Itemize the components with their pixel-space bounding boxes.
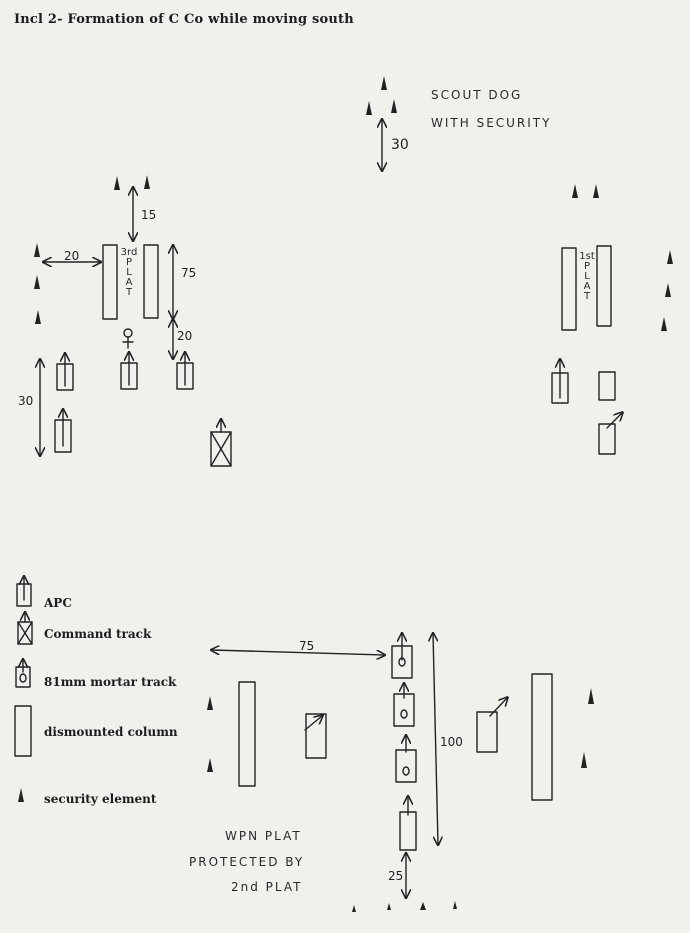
security-element (391, 99, 397, 113)
apc-symbol (599, 372, 615, 400)
apc-symbol (121, 353, 137, 389)
dismounted-column (239, 682, 255, 786)
apc-symbol (552, 360, 568, 403)
security-element (453, 901, 457, 909)
security-element (381, 76, 387, 90)
legend-security-element-icon (18, 788, 24, 802)
legend-dismounted-column-icon (15, 706, 31, 756)
security-element (207, 758, 213, 772)
third-platoon-label-2: P (125, 257, 133, 268)
scout-security-label: WITH SECURITY (431, 116, 552, 130)
apc-symbol (57, 354, 73, 390)
third-platoon-label-1: 3rd (120, 247, 138, 258)
dismounted-column (103, 245, 117, 319)
security-element (144, 175, 150, 189)
page-title: Incl 2- Formation of C Co while moving south (14, 12, 354, 27)
security-element (588, 688, 594, 704)
distance-apc-spacing: 30 (18, 394, 34, 408)
security-element (572, 184, 578, 198)
distance-company-width: 75 (299, 639, 315, 653)
security-element (34, 275, 40, 289)
dismounted-column (144, 245, 158, 318)
apc-symbol (477, 698, 507, 752)
dismounted-column (532, 674, 552, 800)
security-element (352, 905, 356, 912)
distance-third-plat-front: 15 (141, 208, 157, 222)
command-track-symbol (211, 420, 231, 466)
apc-symbol (599, 413, 622, 454)
apc-symbol (400, 797, 416, 850)
distance-third-plat-length: 75 (181, 266, 197, 280)
mortar-track-symbol (392, 634, 412, 678)
security-element (420, 902, 426, 910)
security-element (35, 310, 41, 324)
security-element (665, 283, 671, 297)
first-platoon-label-2: P (583, 261, 591, 272)
third-platoon-label-4: A (125, 277, 133, 288)
weapons-note-line2: PROTECTED BY (189, 855, 305, 869)
platoon-leader-symbol (123, 329, 133, 348)
security-element (366, 101, 372, 115)
legend-mortar-track-label: 81mm mortar track (44, 675, 177, 689)
first-platoon-label-1: 1st (579, 251, 595, 262)
first-platoon-label-4: A (583, 281, 591, 292)
legend-apc-label: APC (44, 596, 72, 610)
distance-scout-gap: 30 (391, 137, 409, 153)
legend-command-track-icon (18, 613, 32, 644)
weapons-note-line1: WPN PLAT (225, 829, 302, 843)
distance-third-plat-rear: 20 (177, 329, 193, 343)
distance-arrow-weapons-column (433, 634, 438, 844)
legend-mortar-track-icon (16, 660, 30, 687)
third-platoon-label-3: L (126, 267, 132, 278)
legend-command-track-label: Command track (44, 627, 152, 641)
security-element (114, 176, 120, 190)
security-element (667, 250, 673, 264)
security-element (387, 903, 391, 910)
apc-symbol (55, 410, 71, 452)
apc-symbol (305, 714, 326, 758)
first-platoon-label-3: L (584, 271, 590, 282)
distance-third-plat-flank: 20 (64, 249, 80, 263)
dismounted-column (562, 248, 576, 330)
distance-arrow-company-width (212, 650, 384, 655)
security-element (34, 243, 40, 257)
mortar-track-symbol (396, 736, 416, 782)
distance-rear-security: 25 (388, 869, 404, 883)
security-element (207, 696, 213, 710)
dismounted-column (597, 246, 611, 326)
mortar-track-symbol (394, 684, 414, 726)
third-platoon-label-5: T (125, 287, 133, 298)
first-platoon-label-5: T (583, 291, 591, 302)
security-element (581, 752, 587, 768)
scout-dog-label: SCOUT DOG (431, 88, 523, 102)
distance-weapons-column: 100 (440, 735, 463, 749)
legend-dismounted-column-label: dismounted column (44, 725, 178, 739)
apc-symbol (177, 353, 193, 389)
legend-security-element-label: security element (44, 792, 157, 806)
legend-apc-icon (17, 577, 31, 606)
security-element (593, 184, 599, 198)
weapons-note-line3: 2nd PLAT (231, 880, 303, 894)
security-element (661, 317, 667, 331)
